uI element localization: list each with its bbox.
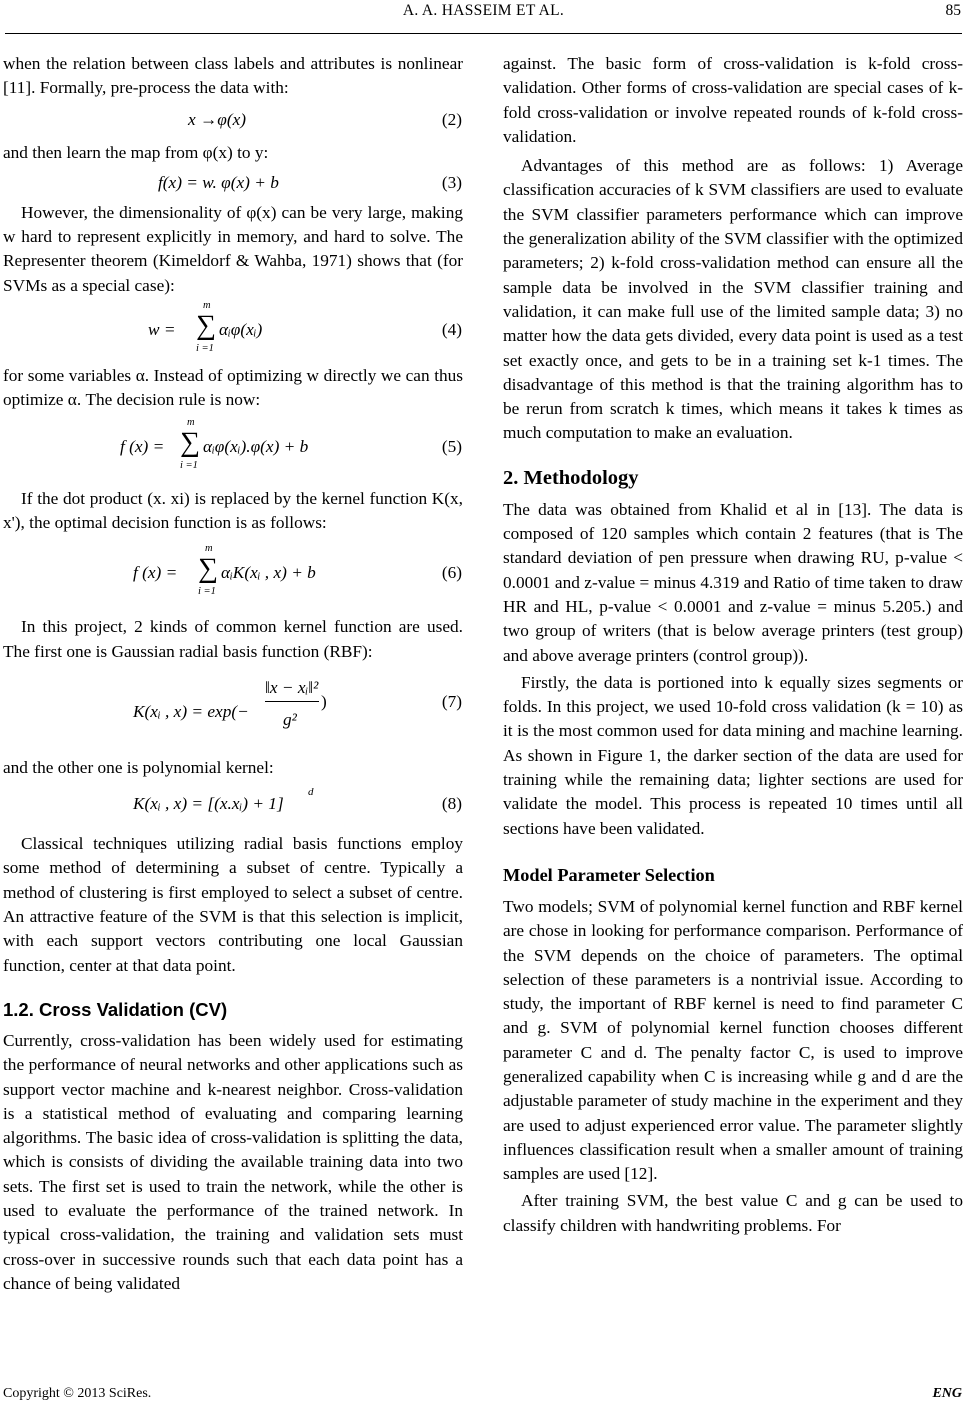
sum-upper-limit: m [187, 416, 195, 428]
paragraph: After training SVM, the best value C and g can be used to classify children with handwriting problems. For [503, 1191, 963, 1235]
sum-lower-limit: i =1 [180, 459, 198, 471]
fraction-bar [265, 701, 319, 702]
paragraph: against. The basic form of cross-validation is k-fold cross-validation. Other forms of cross-validation are special cases of k-fold cross-validation or involve repeated rounds of k-fold cross-validation. [503, 54, 963, 146]
equation-3 [3, 165, 463, 201]
paragraph: Firstly, the data is portioned into k equally sizes segments or folds. In this project, we used 10-fold cross validation (k = 10) as it is the most common used for data mining and machine learning. As shown in Figure 1, the darker section of the data are used for training while the remaining data; lighter sections are used for validate the model. This process is repeated 10 times until all sections have been validated. [503, 672, 963, 838]
summation-symbol: ∑ [196, 310, 216, 342]
equation-expression: K(xᵢ , x) = [(x.xᵢ) + 1] [133, 794, 284, 814]
paragraph: If the dot product (x. xi) is replaced by the kernel function K(x, x'), the optimal decision function is as follows: [3, 488, 463, 532]
paragraph: In this project, 2 kinds of common kernel function are used. The first one is Gaussian radial basis function (RBF): [3, 617, 463, 661]
subsection-heading-model-parameter-selection: Model Parameter Selection [503, 864, 715, 885]
paragraph: However, the dimensionality of φ(x) can be very large, making w hard to represent explicitly in memory, and hard to solve. The Representer theorem (Kimeldorf & Wahba, 1971) shows that (for SVMs as a special case): [3, 202, 463, 295]
right-column [503, 52, 963, 1238]
paragraph: and the other one is polynomial kernel: [3, 757, 274, 777]
running-head: A. A. HASSEIM ET AL. [402, 2, 565, 19]
equation-6 [3, 535, 463, 615]
equation-number: (8) [441, 794, 462, 814]
equation-body: αᵢφ(xᵢ).φ(x) + b [203, 436, 309, 456]
left-column [3, 52, 463, 1296]
paragraph: Two models; SVM of polynomial kernel function and RBF kernel are chose in looking for performance comparison. Performance of the SVM depends on the choice of parameters. The optimal selection of these parameters is a nontrivial issue. According to study, the important of RBF kernel is need to find parameter C and g. SVM of polynomial kernel function chooses different parameter C and d. The penalty factor C, is used to improve generalized capability when C is increasing while g and d are the adjustable parameter of study machine in the experiment and they are used to adjust experienced error value. The parameter slightly influences classification result when a smaller amount of training samples are used [12]. [503, 896, 963, 1184]
summation-symbol: ∑ [180, 426, 200, 458]
paragraph: Classical techniques utilizing radial basis functions employ some method of determining a subset of centre. Typically a method of clustering is first employed to select a subset of centre. An attractive feature of the SVM is that this selection is implicit, with each support vectors contributing one local Gaussian function, center at that data point. [3, 834, 463, 975]
equation-number: (3) [441, 172, 462, 192]
paragraph: when the relation between class labels and attributes is nonlinear [11]. Formally, pre-process the data with: [3, 54, 463, 98]
equation-expression: x →φ(x) [188, 109, 247, 129]
equation-body: αᵢK(xᵢ , x) + b [221, 563, 316, 583]
summation-symbol: ∑ [198, 553, 218, 585]
equation-close-paren: ) [321, 691, 327, 711]
sum-lower-limit: i =1 [198, 586, 216, 598]
fraction-numerator: ‖x − xᵢ‖² [265, 677, 319, 697]
paragraph: Currently, cross-validation has been widely used for estimating the performance of neural networks and other applications such as support vector machine and k-nearest neighbor. Cross-validation is a statistical method of evaluating and comparing learning algorithms. The basic idea of cross-validation is splitting the data, which is consists of dividing the available training data into two sets. The first set is used to train the network, while the other is used to evaluate the performance of the trained network. In typical cross-validation, the training and validation sets must cross-over in successive rounds such that each data point has a chance of being validated [3, 1030, 463, 1293]
paragraph: The data was obtained from Khalid et al in [13]. The data is composed of 120 samples which contain 2 features (that is The standard deviation of pen pressure when drawing RU, p-value < 0.0001 and z-value = minus 4.319 and Ratio of time taken to draw HR and HL, p-value < 0.0001 and z-value = minus 5.205.) and two group of writers (that is below average printers (test group) and above average printers (control group)). [503, 499, 963, 665]
section-heading-methodology: 2. Methodology [503, 466, 639, 489]
sum-upper-limit: m [203, 300, 211, 312]
equation-number: (7) [441, 691, 462, 711]
equation-body: αᵢφ(xᵢ) [219, 320, 263, 340]
equation-number: (5) [441, 436, 462, 456]
equation-lhs: f (x) = [133, 563, 178, 583]
equation-lhs: K(xᵢ , x) = exp(− [133, 701, 249, 721]
paragraph: for some variables α. Instead of optimizing w directly we can thus optimize α. The decision rule is now: [3, 366, 463, 410]
footer-copyright: Copyright © 2013 SciRes. [3, 1386, 152, 1401]
equation-lhs: f (x) = [120, 436, 165, 456]
equation-4 [3, 298, 463, 364]
page-number: 85 [945, 2, 961, 19]
header-rule [5, 33, 962, 34]
fraction-denominator: g² [283, 709, 297, 729]
paragraph: Advantages of this method are as follows: 1) Average classification accuracies of k SVM classifiers are used to evaluate the SVM classifier parameters performance which can improve the generalization ability of the SVM classifier with the optimized parameters; 2) k-fold cross-validation method can ensure all the sample data be involved in the SVM classifier training and validation, it can make full use of the limited sample data; 3) no matter how the data gets divided, every data point is used as a test set exactly once, and gets to be in a training set k-1 times. The disadvantage of this method is that the training algorithm has to be rerun from scratch k times, which means it takes k times as much computation to make an evaluation. [503, 156, 963, 443]
section-heading-cross-validation: 1.2. Cross Validation (CV) [3, 998, 228, 1020]
equation-number: (2) [441, 109, 462, 129]
equation-expression: f(x) = w. φ(x) + b [158, 172, 279, 192]
equation-number: (6) [441, 563, 462, 583]
footer-journal: ENG [932, 1386, 962, 1401]
equation-2 [3, 101, 463, 141]
equation-5 [3, 413, 463, 487]
sum-upper-limit: m [205, 543, 213, 555]
equation-number: (4) [441, 320, 462, 340]
equation-lhs: w = [148, 320, 176, 340]
equation-8 [3, 780, 463, 832]
sum-lower-limit: i =1 [196, 343, 214, 355]
equation-superscript: d [308, 786, 314, 799]
paragraph: and then learn the map from φ(x) to y: [3, 142, 269, 162]
equation-7 [3, 664, 463, 756]
